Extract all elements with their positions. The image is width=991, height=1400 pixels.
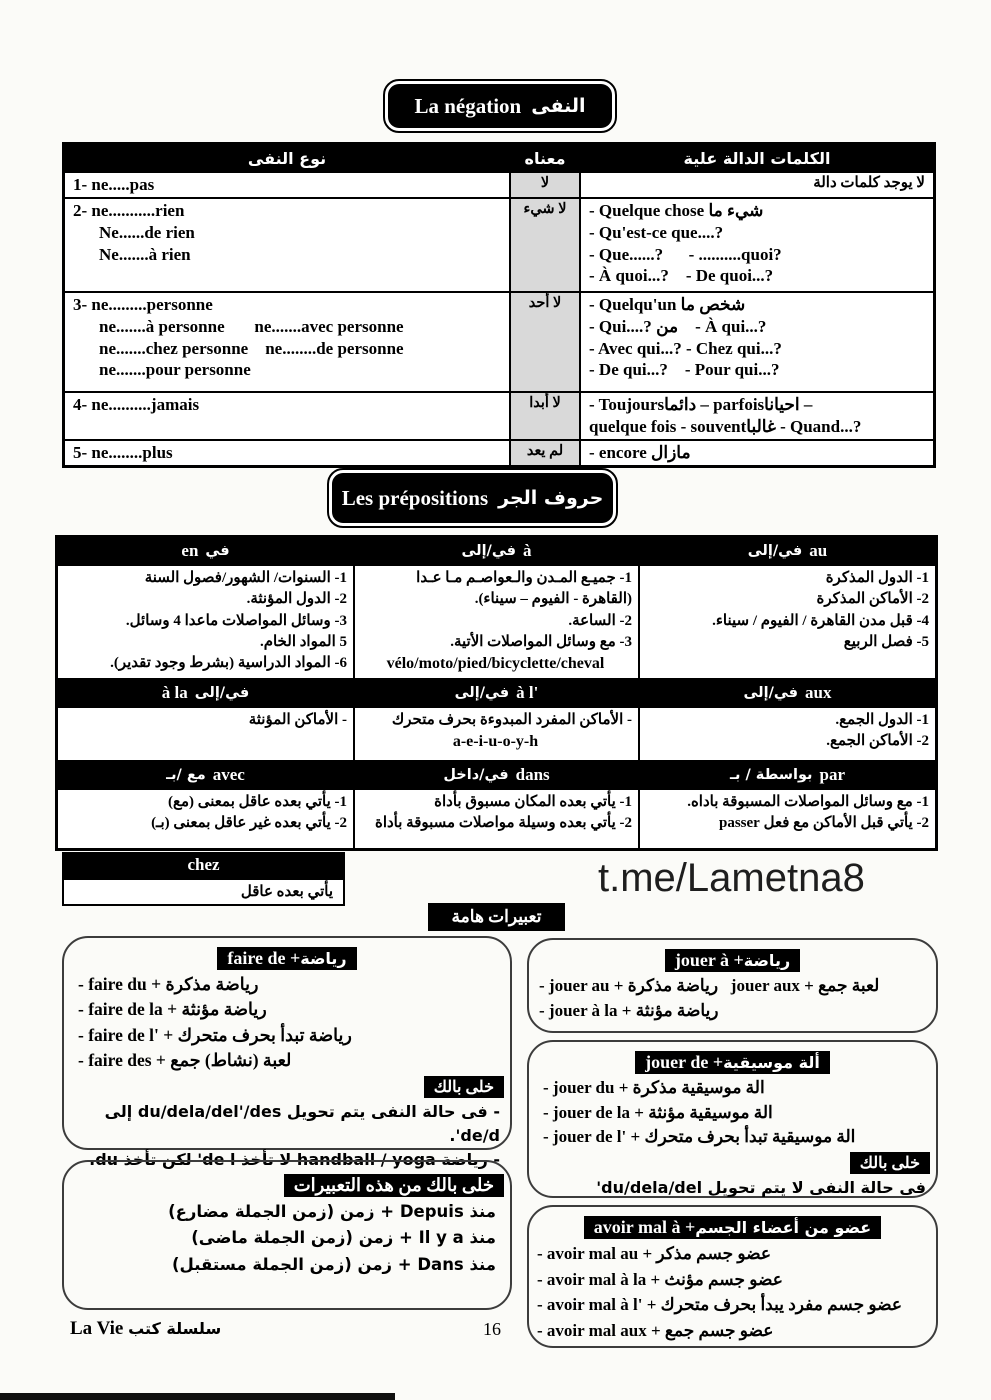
prep-cell-en <box>58 566 353 678</box>
line: 5 المواد الخام. <box>259 633 347 650</box>
line: - Qu'est-ce que....? <box>589 222 724 242</box>
footer-series-arabic: سلسلة كتب <box>128 1319 222 1338</box>
negation-row-type <box>65 441 509 465</box>
attention-label: خلى بالك <box>424 1076 504 1098</box>
line: 4- قبل مدن القاهرة / الفيوم / سيناء. <box>712 612 929 629</box>
negation-row-indicators <box>581 293 933 391</box>
prep-header-a-la <box>58 680 353 706</box>
prep-cell-aux <box>640 708 935 760</box>
footer-series <box>70 1318 221 1340</box>
note-line: فى حالة النفى لا يتم تحويل du/dela/del' <box>596 1177 926 1197</box>
prep-header-dans <box>355 762 638 788</box>
line: 1- ne.....pas <box>73 175 155 194</box>
negation-row-type <box>65 393 509 439</box>
prepositions-title-ar: حروف الجر <box>498 487 604 509</box>
negation-row-type <box>65 293 509 391</box>
footer-series-latin: La Vie <box>70 1318 124 1339</box>
line: 2- يأتي بعده وسيلة مواصلات مسبوقة بأداة <box>374 815 632 832</box>
header-arabic: عضو من أعضاء الجسم <box>695 1218 872 1237</box>
header-latin: à la <box>161 683 188 702</box>
line: - De qui...? - Pour qui...? <box>589 360 780 380</box>
negation-row-meaning: لا شيء <box>511 199 579 291</box>
header-latin: jouer à + <box>674 950 744 970</box>
header-arabic: في/إلى <box>747 543 803 559</box>
line: 3- مع وسائل المواصلات الأتية. <box>450 633 632 650</box>
line: 2- يأتي قبل الأماكن مع فعل passer <box>719 815 929 832</box>
watermark-text: t.me/Lametna8 <box>598 856 865 900</box>
line: 2- الأماكن المذكرة <box>816 591 929 608</box>
negation-row-meaning: لا أحد <box>511 293 579 391</box>
prep-cell-au <box>640 566 935 678</box>
line: - Avec qui...? - Chez qui...? <box>589 338 782 358</box>
negation-title-ar: النفى <box>531 95 586 117</box>
prep-cell-avec <box>58 790 353 848</box>
line: 2- الدول المؤنثة. <box>246 591 347 608</box>
line: (القاهرة - الفيوم – سيناء). <box>474 591 632 608</box>
line: 5- فصل الربيع <box>843 633 929 650</box>
line: - faire du + رياضة مذكرة <box>78 974 259 994</box>
header-arabic: في/إلى <box>454 685 510 701</box>
prep-cell-a-l <box>355 708 638 760</box>
header-latin: aux <box>805 683 832 702</box>
line: 3- ne.........personne <box>73 295 213 314</box>
prep-header-par <box>640 762 935 788</box>
header-arabic: ألة موسيقية <box>723 1053 820 1072</box>
line: quelque fois - souventغالبا - Quand...? <box>589 416 862 436</box>
prepositions-title-box <box>327 468 618 528</box>
line: a-e-i-u-o-y-h <box>452 733 539 751</box>
header-arabic: رياضة <box>300 949 347 968</box>
negation-row-indicators <box>581 173 933 197</box>
line: 3- وسائل المواصلات ماعدا 4 وسائل. <box>125 612 347 629</box>
negation-row-meaning: لا <box>511 173 579 197</box>
line: 2- الساعة. <box>568 612 632 629</box>
important-expressions-label: تعبيرات هامة <box>428 903 565 931</box>
line: - jouer de l' + الة موسيقية تبدأ بحرف متحرك <box>543 1127 856 1147</box>
jouer-de-box <box>527 1040 938 1198</box>
line: منذ Depuis + زمن (زمن الجملة مضارع) <box>168 1202 496 1221</box>
line: - jouer à la + رياضة مؤنثة <box>539 1000 719 1020</box>
negation-row-type <box>65 199 509 291</box>
jouer-a-box <box>527 938 938 1033</box>
line: - avoir mal aux + عضو جسم جمع <box>537 1320 774 1340</box>
attention-label: خلى بالك <box>850 1152 930 1174</box>
header-arabic: في/إلى <box>743 685 799 701</box>
line: 2- يأتي بعده غير عاقل بمعنى (بـ) <box>151 815 347 832</box>
header-arabic: في/داخل <box>443 767 509 783</box>
header-arabic: في <box>205 543 230 559</box>
negation-row-indicators <box>581 393 933 439</box>
line: منذ Dans + زمن (زمن الجملة مستقبل) <box>171 1254 496 1274</box>
negation-row-meaning: لم يعد <box>511 441 579 465</box>
line: - Quelqu'un شخص ما <box>589 295 746 314</box>
line: 2- ne...........rien <box>73 201 185 220</box>
negation-row-indicators <box>581 199 933 291</box>
jouer-de-header <box>635 1051 830 1074</box>
header-arabic: في/إلى <box>461 543 517 559</box>
header-latin: en <box>181 541 199 560</box>
note-line: - فى حالة النفى يتم تحويل du/dela/del'/des إلى de/d'. <box>104 1101 500 1145</box>
faire-de-box <box>62 936 512 1169</box>
line: - Quelque chose شيء ما <box>589 201 764 220</box>
line: 1- السنوات/ الشهور/فصول السنة <box>144 570 347 586</box>
line: - الأماكن المؤنثة <box>248 712 347 728</box>
header-arabic: مع /بـ <box>166 767 206 783</box>
prep-header-avec <box>58 762 353 788</box>
prep-header-aux <box>640 680 935 706</box>
line: ne.......pour personne <box>99 360 251 380</box>
prep-cell-chez: يأتي بعده عاقل <box>62 878 345 906</box>
prep-header-chez: chez <box>62 852 345 878</box>
line: 6- المواد الدراسية (بشرط وجود تقدير). <box>110 655 347 672</box>
line: 1- الدول المذكرة <box>825 570 929 586</box>
header-latin: jouer de + <box>645 1052 724 1072</box>
line: - À quoi...? - De quoi...? <box>589 266 774 286</box>
line: - avoir mal à l' + عضو جسم مفرد يبدأ بحرف متحرك <box>537 1295 903 1314</box>
header-latin: à <box>523 541 532 560</box>
header-latin: à l' <box>516 683 539 702</box>
avoir-mal-box <box>527 1205 938 1348</box>
prep-cell-a <box>355 566 638 678</box>
line: ne.......chez personne ne........de personne <box>99 338 404 358</box>
negation-title-fr: La négation <box>414 93 522 118</box>
negation-header-meaning: معناه <box>511 145 579 171</box>
attention-expressions-header: خلى بالك من هذه التعبيرات <box>284 1174 504 1197</box>
line: - faire de la + رياضة مؤنثة <box>78 999 267 1020</box>
prep-header-a <box>355 538 638 564</box>
page-number: 16 <box>483 1319 501 1339</box>
line: 1- يأتي بعده عاقل بمعنى (مع) <box>168 794 347 810</box>
line: - avoir mal à la + عضو جسم مؤنث <box>537 1269 783 1289</box>
negation-title <box>388 84 612 128</box>
line: 2- الأماكن الجمع. <box>826 733 929 750</box>
prep-header-a-l <box>355 680 638 706</box>
line: Ne......de rien <box>99 222 195 242</box>
negation-title-box <box>383 79 617 133</box>
header-arabic: بواسطة / بـ <box>730 767 813 783</box>
header-latin: par <box>819 765 845 784</box>
line: 4- ne..........jamais <box>73 395 200 414</box>
header-arabic: رياضة <box>743 951 791 970</box>
line: - faire de l' + رياضة تبدأ بحرف متحرك <box>78 1024 352 1045</box>
prep-cell-par <box>640 790 935 848</box>
negation-table <box>62 142 936 468</box>
line: - encore مازال <box>589 443 691 462</box>
header-arabic: في/إلى <box>194 685 250 701</box>
line: 1- يأتي بعده المكان مسبوق بأداة <box>434 794 632 810</box>
line: - Qui....? من - À qui...? <box>589 316 767 336</box>
line: منذ Il y a + زمن (زمن الجملة ماضى) <box>191 1228 496 1248</box>
line: - jouer au + رياضة مذكرة jouer aux + لعبة جمع <box>539 976 880 995</box>
line: ne.......à personne ne.......avec personne <box>99 316 404 336</box>
line: - jouer du + الة موسيقية مذكرة <box>543 1078 765 1097</box>
scan-artifact <box>0 1393 395 1400</box>
line: 1- الدول الجمع. <box>835 712 929 728</box>
prep-header-au <box>640 538 935 564</box>
line: - jouer de la + الة موسيقية مؤنثة <box>543 1102 773 1122</box>
line: 1- جميـع المـدن والـعواصـم مـا عـدا <box>416 570 632 586</box>
line: - Toujoursدائما – parfoisاحيانا – <box>589 395 813 414</box>
negation-row-meaning: لا أبدا <box>511 393 579 439</box>
prepositions-title-fr: Les prépositions <box>341 485 489 510</box>
faire-de-header <box>217 947 356 970</box>
line: Ne.......à rien <box>99 244 191 264</box>
jouer-a-header <box>665 949 800 972</box>
attention-expressions-box <box>62 1160 512 1310</box>
header-latin: avoir mal à + <box>593 1217 696 1237</box>
line: 1- مع وسائل المواصلات المسبوقة باداه. <box>687 794 929 810</box>
negation-row-indicators <box>581 441 933 465</box>
header-latin: faire de + <box>227 948 301 968</box>
line: - الأماكن المفرد المبدوءة بحرف متحرك <box>391 712 632 728</box>
prep-cell-dans <box>355 790 638 848</box>
negation-header-indicators: الكلمات الدالة علية <box>581 145 933 171</box>
negation-header-type: نوع النفى <box>65 145 509 171</box>
line: - Que......? - ..........quoi? <box>589 244 782 264</box>
prep-header-en <box>58 538 353 564</box>
header-latin: au <box>809 541 828 560</box>
line: لا يوجد كلمات دالة <box>813 175 925 191</box>
header-latin: dans <box>515 765 550 784</box>
line: - faire des + لعبة (نشاط) جمع <box>78 1050 292 1071</box>
note-line: - رياضة handball / yoga لا تأخذ de l' لكن تأخذ du. <box>89 1149 500 1169</box>
prep-cell-a-la <box>58 708 353 760</box>
prepositions-title <box>332 473 613 523</box>
line: vélo/moto/pied/bicyclette/cheval <box>386 655 605 673</box>
negation-row-type <box>65 173 509 197</box>
header-latin: avec <box>212 765 245 784</box>
prepositions-table <box>55 535 938 851</box>
line: - avoir mal au + عضو جسم مذكر <box>537 1244 772 1263</box>
line: 5- ne........plus <box>73 443 173 462</box>
avoir-mal-header <box>584 1216 881 1239</box>
